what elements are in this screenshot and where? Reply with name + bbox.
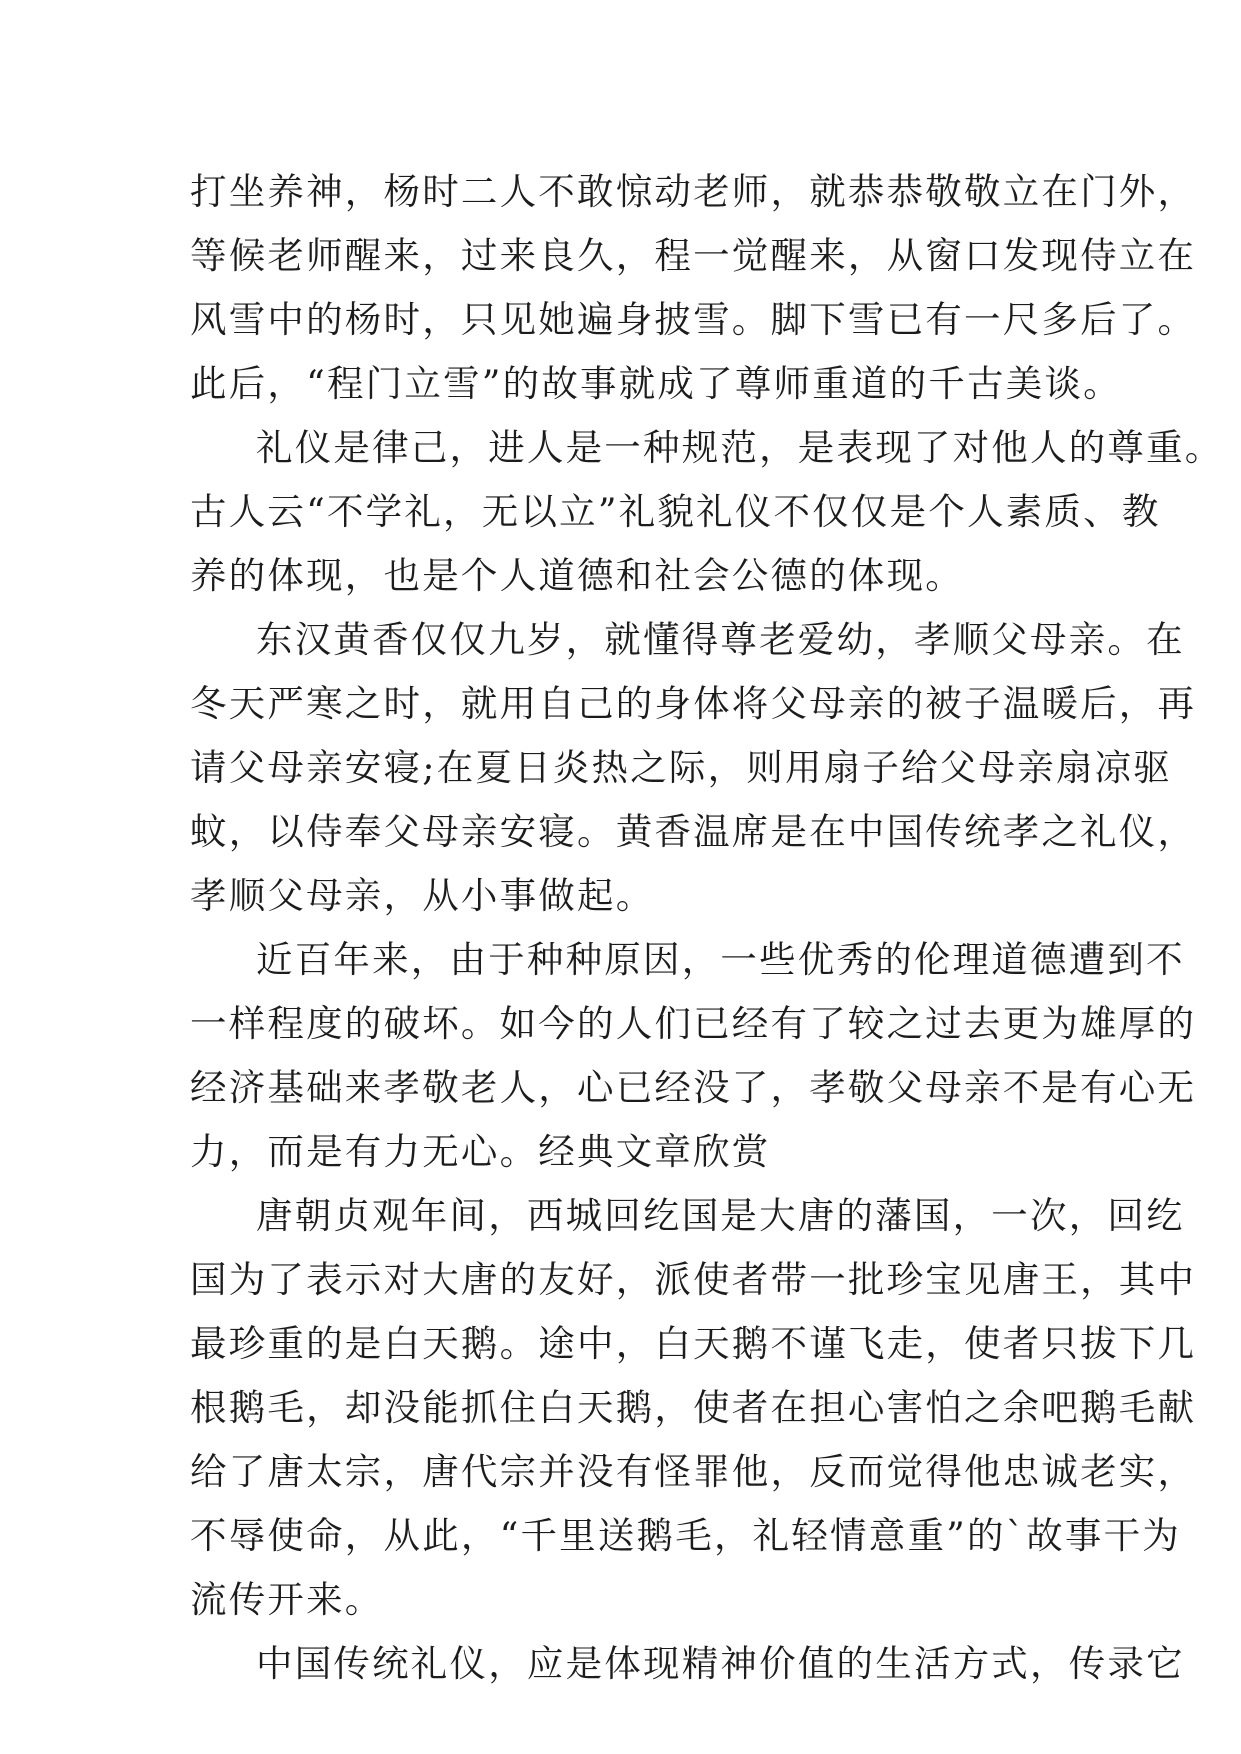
text-line: 孝顺父母亲，从小事做起。: [190, 874, 655, 917]
text-line: 经济基础来孝敬老人，心已经没了，孝敬父母亲不是有心无: [190, 1066, 1197, 1109]
paragraph-first-line: 近百年来，由于种种原因，一些优秀的伦理道德遭到不: [256, 938, 1185, 981]
text-line: 力，而是有力无心。经典文章欣赏: [190, 1130, 771, 1173]
text-line: 风雪中的杨时，只见她遍身披雪。脚下雪已有一尺多后了。: [190, 298, 1197, 341]
text-line: 此后，“程门立雪”的故事就成了尊师重道的千古美谈。: [190, 362, 1122, 405]
body-text: [190, 160, 1224, 1696]
text-line: 古人云“不学礼，无以立”礼貌礼仪不仅仅是个人素质、教: [190, 490, 1161, 533]
text-line: 等候老师醒来，过来良久，程一觉醒来，从窗口发现侍立在: [190, 234, 1197, 277]
text-line: 打坐养神，杨时二人不敢惊动老师，就恭恭敬敬立在门外，: [190, 170, 1197, 213]
text-line: 不辱使命，从此，“千里送鹅毛，礼轻情意重”的`故事干为: [190, 1514, 1181, 1557]
text-line: 蚊，以侍奉父母亲安寝。黄香温席是在中国传统孝之礼仪，: [190, 810, 1197, 853]
text-line: 请父母亲安寝;在夏日炎热之际，则用扇子给父母亲扇凉驱: [190, 746, 1172, 789]
text-line: 冬天严寒之时，就用自己的身体将父母亲的被子温暖后，再: [190, 682, 1197, 725]
paragraph-first-line: 唐朝贞观年间，西城回纥国是大唐的藩国，一次，回纥: [256, 1194, 1185, 1237]
text-line: 一样程度的破坏。如今的人们已经有了较之过去更为雄厚的: [190, 1002, 1197, 1045]
text-line: 给了唐太宗，唐代宗并没有怪罪他，反而觉得他忠诚老实，: [190, 1450, 1197, 1493]
paragraph-first-line: 东汉黄香仅仅九岁，就懂得尊老爱幼，孝顺父母亲。在: [256, 618, 1185, 661]
paragraph-first-line: 中国传统礼仪，应是体现精神价值的生活方式，传录它: [256, 1642, 1185, 1685]
text-line: 根鹅毛，却没能抓住白天鹅，使者在担心害怕之余吧鹅毛献: [190, 1386, 1197, 1429]
paragraph-first-line: 礼仪是律己，进人是一种规范，是表现了对他人的尊重。: [256, 426, 1224, 469]
text-line: 国为了表示对大唐的友好，派使者带一批珍宝见唐王，其中: [190, 1258, 1197, 1301]
text-line: 最珍重的是白天鹅。途中，白天鹅不谨飞走，使者只拔下几: [190, 1322, 1197, 1365]
text-line: 流传开来。: [190, 1578, 384, 1621]
text-line: 养的体现，也是个人道德和社会公德的体现。: [190, 554, 964, 597]
